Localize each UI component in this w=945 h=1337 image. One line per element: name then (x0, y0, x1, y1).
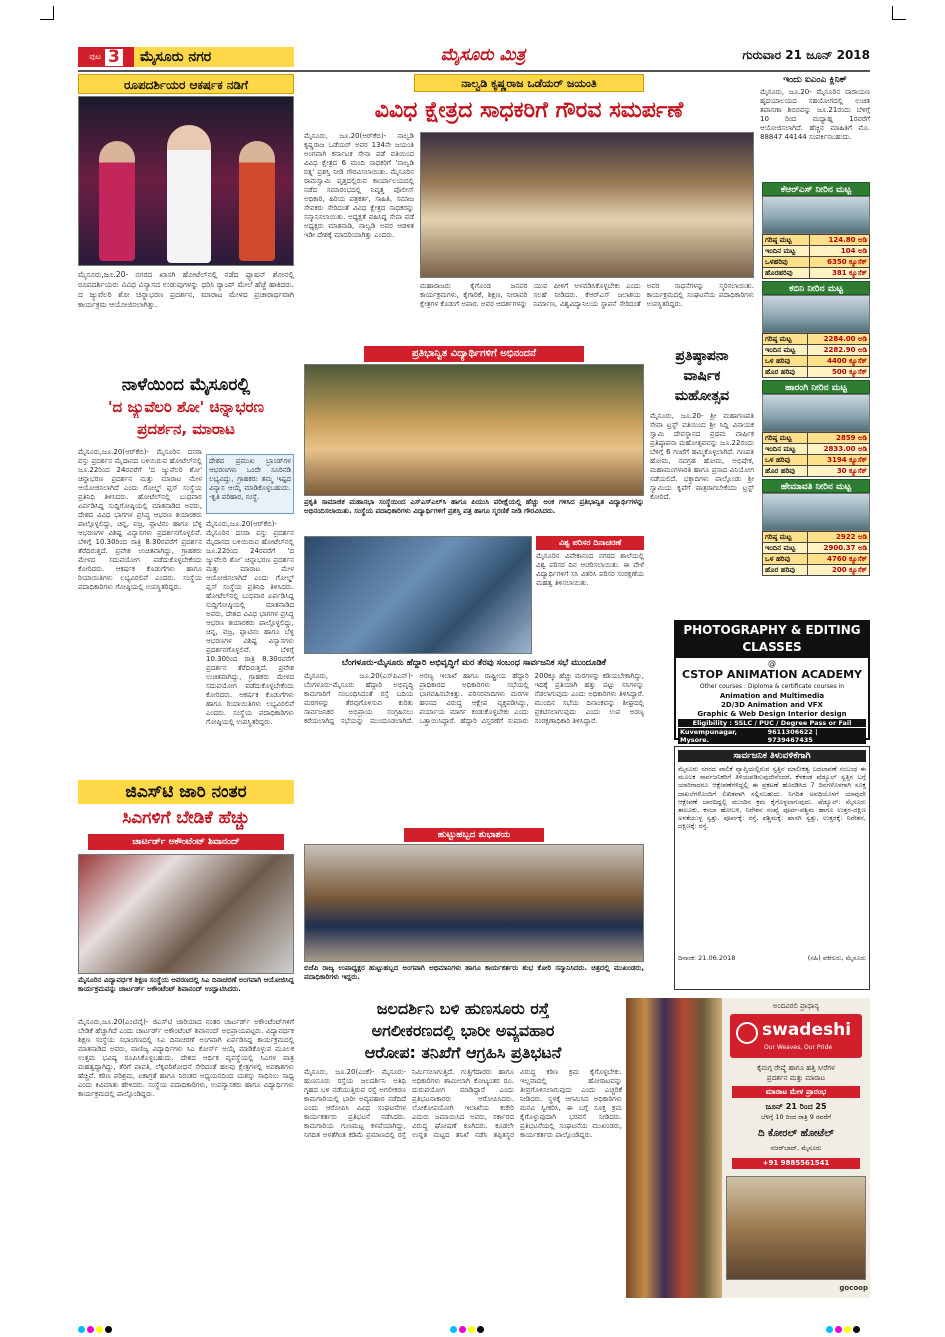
dam-title: ಹಾರಂಗಿ ನೀರಿನ ಮಟ್ಟ (762, 380, 870, 394)
jewelry-inset: ದೇಶದ ಪ್ರಮುಖ ಬ್ರಾಂಡ್‌ಗಳ ಆಭರಣಗಳು ಒಂದೇ ಸೂರಿನಡಿ ಲಭ್ಯವಿದ್ದು, ಗ್ರಾಹಕರು ತಮ್ಮ ಇಷ್ಟದ ವಿನ್ಯಾಸ ಆಯ್ಕೆ ಮಾಡಿಕೊಳ್ಳಬಹುದು. -ಕೃತಿ ಪರಿಹಾರ, ಸಂಸ್ಥೆ. (206, 454, 294, 514)
jewelry-headline-3: ಪ್ರದರ್ಶನ, ಮಾರಾಟ (137, 420, 235, 438)
dam-row-value: 500 ಕ್ಯೂಸೆಕ್ (808, 367, 870, 378)
dam-row (763, 466, 870, 477)
cstop-line-4: Graphic & Web Design Interior design (697, 710, 847, 718)
header-rule (78, 70, 870, 72)
dam-row (763, 246, 870, 257)
dam-title: ಕೆಆರ್‌ಎಸ್ ನೀರಿನ ಮಟ್ಟ (762, 182, 870, 196)
gst-photo (78, 854, 294, 974)
dam-row-value: 2284.00 ಅಡಿ (808, 334, 870, 345)
students-photo (304, 364, 644, 496)
cstop-ad-header (676, 622, 868, 658)
lead-body-continued: ಮಹಾರಾಜರು ಕೈಗೊಂಡ ಜನಪರ ಕಾರ್ಯಕ್ರಮಗಳು, ಕೈಗಾರಿಕೆ, ಶಿಕ್ಷಣ, ನೀರಾವರಿ ಕ್ಷೇತ್ರಗಳ ಕೊಡುಗೆ ಅಪಾರ. ಅವರ ಆದರ್ಶಗಳನ್ನು ಯುವ ಪೀಳಿಗೆ ಅಳವಡಿಸಿಕೊಳ್ಳಬೇಕು ಎಂದು ಸಲಹೆ ನೀಡಿದರು. ಕೆಆರ್‌ಎಸ್ ಜಲಾಶಯ ನಿರ್ಮಾಣ, ವಿಶ್ವವಿದ್ಯಾನಿಲಯ ಸ್ಥಾಪನೆ ಸೇರಿದಂತೆ ಅವರ ಸಾಧನೆಗಳನ್ನು ಸ್ಮರಿಸಲಾಯಿತು. ಕಾರ್ಯಕ್ರಮದಲ್ಲಿ ಸಂಘಟನೆಯ ಪದಾಧಿಕಾರಿಗಳು ಉಪಸ್ಥಿತರಿದ್ದರು. (420, 282, 754, 308)
swadeshi-time: ಬೆಳಿಗ್ಗೆ 10 ರಿಂದ ರಾತ್ರಿ 9 ರವರೆಗೆ (760, 1113, 832, 1121)
dam-row (763, 356, 870, 367)
dam-row (763, 543, 870, 554)
env-day-story (304, 536, 644, 654)
swadeshi-venue-2: ನಜರ್‌ಬಾದ್, ಮೈಸೂರು (770, 1144, 822, 1152)
saree-photo (626, 998, 722, 1298)
dam-row-label: ಗರಿಷ್ಠ ಮಟ್ಟ (763, 235, 810, 246)
dam-row-value: 4400 ಕ್ಯೂಸೆಕ್ (808, 356, 870, 367)
dam-row (763, 235, 870, 246)
dam-row-value: 2833.00 ಅಡಿ (808, 444, 870, 455)
dam-row-value: 3194 ಕ್ಯೂಸೆಕ್ (808, 455, 870, 466)
cstop-address: Kuvempunagar, Mysore. (680, 728, 738, 744)
dam-row (763, 444, 870, 455)
swadeshi-tag: ಅಂದವಿರಲಿ ಪ್ರಾಧಾನ್ಯ (772, 1002, 820, 1010)
swadeshi-venue: ದಿ ಕೋರಲ್ ಹೋಟೆಲ್ (758, 1128, 834, 1139)
students-story (304, 346, 644, 532)
dam-row-value: 381 ಕ್ಯೂಸೆಕ್ (810, 268, 870, 279)
birthday-caption: ಬಿಜೆಪಿ ರಾಜ್ಯ ಉಪಾಧ್ಯಕ್ಷರ ಹುಟ್ಟುಹಬ್ಬದ ಅಂಗವಾಗಿ ಅಭಿಮಾನಿಗಳು ಹಾಗೂ ಕಾರ್ಯಕರ್ತರು ಶುಭ ಕೋರಿ ಸನ್ಮಾನಿಸಿದರು. ಚಿತ್ರದಲ್ಲಿ ಮುಖಂಡರು, ಪದಾಧಿಕಾರಿಗಳು ಇದ್ದರು. (304, 964, 644, 981)
dam-title: ಕಬಿನಿ ನೀರಿನ ಮಟ್ಟ (762, 281, 870, 295)
crop-mark-top-left (40, 6, 54, 20)
swadeshi-line-2: ಪ್ರದರ್ಶನ ಮತ್ತು ಮಾರಾಟ (766, 1074, 826, 1082)
cstop-at: @ (768, 659, 776, 668)
anniversary-body: ಮೈಸೂರು, ಜೂ.20- ಶ್ರೀ ಮಹಾಗಣಪತಿ ಸೇವಾ ಟ್ರಸ್ಟ್ ವತಿಯಿಂದ ಶ್ರೀ ಸಿದ್ದಿ ವಿನಾಯಕ ಸ್ವಾಮಿ ದೇವಸ್ಥಾನದ ಪ್ರಥಮ ವಾರ್ಷಿಕ ಪ್ರತಿಷ್ಠಾಪನಾ ಮಹೋತ್ಸವವನ್ನು ಜೂ.22ರಂದು ಬೆಳಿಗ್ಗೆ 6 ಗಂಟೆಗೆ ಹಮ್ಮಿಕೊಳ್ಳಲಾಗಿದೆ. ಗಣಪತಿ ಹೋಮ, ನವಗ್ರಹ ಹೋಮ, ಅಭಿಷೇಕ, ಮಹಾಮಂಗಳಾರತಿ ಹಾಗೂ ಪ್ರಸಾದ ವಿನಿಯೋಗ ನಡೆಯಲಿದೆ. ಭಕ್ತಾದಿಗಳು ಪಾಲ್ಗೊಂಡು ಶ್ರೀ ಸ್ವಾಮಿಯ ಕೃಪೆಗೆ ಪಾತ್ರರಾಗಬೇಕೆಂದು ಟ್ರಸ್ಟ್ ಕೋರಿದೆ. (650, 412, 754, 501)
dam-row-label: ಒಳ ಹರಿವು (763, 356, 808, 367)
public-notice (674, 746, 870, 990)
dam-table (762, 333, 870, 378)
dam-row-label: ಇಂದಿನ ಮಟ್ಟ (763, 444, 808, 455)
fashion-caption: ಮೈಸೂರು,ಜೂ.20- ನಗರದ ಖಾಸಗಿ ಹೋಟೆಲ್‌ನಲ್ಲಿ ನಡೆದ ಫ್ಯಾಷನ್ ಶೋನಲ್ಲಿ ರೂಪದರ್ಶಿಯರು ವಿವಿಧ ವಿನ್ಯಾಸದ ಉಡುಪುಗಳನ್ನು ಧರಿಸಿ ರ್‍ಯಾಂಪ್ ಮೇಲೆ ಹೆಜ್ಜೆ ಹಾಕಿದರು. ದ ಜ್ಯುವೆಲರಿ ಶೋ ಚಿನ್ನಾಭರಣ ಪ್ರದರ್ಶನ, ಮಾರಾಟ ಮೇಳದ ಪ್ರಚಾರಾರ್ಥವಾಗಿ ಕಾರ್ಯಕ್ರಮ ಆಯೋಜಿಸಲಾಗಿತ್ತು. (78, 270, 294, 309)
env-day-photo (304, 536, 532, 654)
dam-row-value: 200 ಕ್ಯೂಸೆಕ್ (808, 565, 870, 576)
anniversary-story (650, 346, 754, 616)
anniversary-headline-1: ಪ್ರತಿಷ್ಠಾಪನಾ (675, 348, 729, 364)
swadeshi-panel (722, 998, 870, 1298)
cstop-eligibility: Eligibility : SSLC / PUC / Degree Pass or Fail (678, 719, 866, 727)
cstop-title-2: CLASSES (742, 640, 802, 654)
dam-row (763, 532, 870, 543)
students-kicker: ಪ್ರತಿಭಾನ್ವಿತ ವಿದ್ಯಾರ್ಥಿಗಳಿಗೆ ಅಭಿನಂದನೆ (364, 346, 584, 362)
weaver-photo (726, 1176, 866, 1280)
dam-row-value: 4760 ಕ್ಯೂಸೆಕ್ (808, 554, 870, 565)
highway-story (304, 656, 644, 826)
page-label: ಪುಟ (89, 52, 101, 61)
env-day-kicker: ವಿಶ್ವ ಪರಿಸರ ದಿನಾಚರಣೆ (536, 536, 644, 550)
notice-title: ಸಾರ್ವಜನಿಕ ತಿಳುವಳಿಕೆಗಾಗಿ (678, 750, 866, 762)
highway-headline: ಬೆಂಗಳೂರು-ಮೈಸೂರು ಹೆದ್ದಾರಿ ಅಭಿವೃದ್ಧಿಗೆ ಮರ ತೆರವು ಸಂಬಂಧ ಸಾರ್ವಜನಿಕ ಸಭೆ ಮುಂದೂಡಿಕೆ (341, 658, 607, 668)
dam-row (763, 334, 870, 345)
dam-row-label: ಒಳಹರಿವು (763, 257, 810, 268)
model-figure (167, 125, 211, 263)
cstop-contact (678, 728, 866, 744)
hunsur-story (304, 998, 622, 1300)
page-number-badge (78, 47, 134, 67)
students-caption: ಪ್ರಕೃತಿ ಸಾಮಾಜಿಕ ಮಹಾಸಭಾ ಸಂಸ್ಥೆಯಿಂದ ಎಸ್‌ಎಸ್‌ಎಲ್‌ಸಿ ಹಾಗೂ ಪಿಯುಸಿ ಪರೀಕ್ಷೆಯಲ್ಲಿ ಹೆಚ್ಚು ಅಂಕ ಗಳಿಸಿದ ಪ್ರತಿಭಾನ್ವಿತ ವಿದ್ಯಾರ್ಥಿಗಳನ್ನು ಅಭಿನಂದಿಸಲಾಯಿತು. ಸಂಸ್ಥೆಯ ಪದಾಧಿಕಾರಿಗಳು ವಿದ್ಯಾರ್ಥಿಗಳಿಗೆ ಪ್ರಶಸ್ತಿ ಪತ್ರ ಹಾಗೂ ಸ್ಮರಣಿಕೆ ನೀಡಿ ಗೌರವಿಸಿದರು. (304, 498, 644, 515)
lead-headline: ವಿವಿಧ ಕ್ಷೇತ್ರದ ಸಾಧಕರಿಗೆ ಗೌರವ ಸಮರ್ಪಣೆ (374, 98, 684, 123)
cstop-line-2: Animation and Multimedia (719, 692, 825, 700)
dam-row (763, 367, 870, 378)
cstop-line-1: Other courses : Diploma & certificate courses in (699, 683, 845, 690)
cstop-title: PHOTOGRAPHY & EDITING (683, 623, 861, 637)
birthday-story (304, 828, 644, 992)
env-day-body: ಮೈಸೂರಿನ ವಿವೇಕಾನಂದ ನಗರದ ಶಾಲೆಯಲ್ಲಿ ವಿಶ್ವ ಪರಿಸರ ದಿನ ಆಚರಿಸಲಾಯಿತು. ಈ ವೇಳೆ ವಿದ್ಯಾರ್ಥಿಗಳಿಗೆ ಸಸಿ ವಿತರಿಸಿ ಪರಿಸರ ಸಂರಕ್ಷಣೆಯ ಮಹತ್ವ ತಿಳಿಸಲಾಯಿತು. (536, 552, 644, 587)
dam-row-label: ಗರಿಷ್ಠ ಮಟ್ಟ (763, 433, 808, 444)
swadeshi-brand: swadeshi (762, 1020, 852, 1040)
dam-row-label: ಹೊರ ಹರಿವು (763, 466, 808, 477)
dam-row (763, 565, 870, 576)
dam-row-label: ಗರಿಷ್ಠ ಮಟ್ಟ (763, 532, 808, 543)
swadeshi-line-1: ಕೈಮಗ್ಗ ರೇಷ್ಮೆ ಹಾಗೂ ಹತ್ತಿ ಸೀರೆಗಳ (757, 1064, 835, 1072)
section-title: ಮೈಸೂರು ನಗರ (134, 47, 294, 67)
jewelry-headline-1: ನಾಳೆಯಿಂದ ಮೈಸೂರಲ್ಲಿ (121, 375, 251, 395)
cstop-name: CSTOP ANIMATION ACADEMY (681, 668, 862, 681)
model-figure (239, 141, 275, 261)
jewelry-story (78, 374, 294, 776)
lead-story (304, 74, 754, 342)
jewelry-body: ಮೈಸೂರು,ಜೂ.20(ಆರ್‌ಕೆಬಿ)- ಮೈಸೂರಿನ ದಸರಾ ವಸ್ತು ಪ್ರದರ್ಶನ ಮೈದಾನದ ಬಳಿಯಿರುವ ಹೋಟೆಲ್‌ನಲ್ಲಿ ಜೂ.22ರಿಂದ 24ರವರೆಗೆ 'ದ ಜ್ಯುವೆಲರಿ ಶೋ' ಚಿನ್ನಾಭರಣ ಪ್ರದರ್ಶನ ಮತ್ತು ಮಾರಾಟ ಮೇಳ ಆಯೋಜಿಸಲಾಗಿದೆ ಎಂದು ಗೋಲ್ಡ್ ಪ್ಲಸ್ ಸಂಸ್ಥೆಯ ಪ್ರತಿನಿಧಿ ತಿಳಿಸಿದರು. ಹೋಟೆಲ್‌ನಲ್ಲಿ ಬುಧವಾರ ಏರ್ಪಡಿಸಿದ್ದ ಸುದ್ದಿಗೋಷ್ಠಿಯಲ್ಲಿ ಮಾತನಾಡಿದ ಅವರು, ದೇಶದ ವಿವಿಧ ಭಾಗಗಳ ಪ್ರಸಿದ್ಧ ಆಭರಣ ತಯಾರಕರು ಪಾಲ್ಗೊಳ್ಳಲಿದ್ದು, ಚಿನ್ನ, ವಜ್ರ, ಪ್ಲಾಟಿನಂ ಹಾಗೂ ಬೆಳ್ಳಿ ಆಭರಣಗಳ ವಿಶಿಷ್ಟ ವಿನ್ಯಾಸಗಳು ಪ್ರದರ್ಶನಗೊಳ್ಳಲಿವೆ. ಬೆಳಿಗ್ಗೆ 10.30ರಿಂದ ರಾತ್ರಿ 8.30ರವರೆಗೆ ಪ್ರದರ್ಶನ ತೆರೆದಿರುತ್ತದೆ. ಪ್ರವೇಶ ಉಚಿತವಾಗಿದ್ದು, ಗ್ರಾಹಕರು ಮೇಳದ ಸದುಪಯೋಗ ಪಡೆದುಕೊಳ್ಳಬೇಕೆಂದು ಕೋರಿದರು. ಆಕರ್ಷಕ ಕೊಡುಗೆಗಳು ಹಾಗೂ ರಿಯಾಯಿತಿಗಳು ಲಭ್ಯವಿರಲಿವೆ ಎಂದರು. ಸಂಸ್ಥೆಯ ಪದಾಧಿಕಾರಿಗಳು ಗೋಷ್ಠಿಯಲ್ಲಿ ಉಪಸ್ಥಿತರಿದ್ದರು. (78, 448, 202, 591)
dam-table (762, 432, 870, 477)
birthday-kicker: ಹುಟ್ಟುಹಬ್ಬದ ಶುಭಾಶಯ (404, 828, 544, 842)
gst-caption: ಮೈಸೂರಿನ ವಿದ್ಯಾವರ್ಧಕ ಶಿಕ್ಷಣ ಸಂಸ್ಥೆಯ ಆವರಣದಲ್ಲಿ ಸಿಎ ದಿನಾಚರಣೆ ಅಂಗವಾಗಿ ಆಯೋಜಿಸಿದ್ದ ಕಾರ್ಯಕ್ರಮವನ್ನು ಚಾರ್ಟರ್ಡ್ ಅಕೌಂಟೆಂಟ್ ಶಿವಾನಂದ್ ಉದ್ಘಾಟಿಸಿದರು. (78, 976, 294, 993)
dam-row-label: ಇಂದಿನ ಮಟ್ಟ (763, 246, 810, 257)
dam-photo (762, 196, 870, 234)
swadeshi-dates: ಜೂನ್ 21 ರಿಂದ 25 (765, 1102, 827, 1111)
dam-row-value: 104 ಅಡಿ (810, 246, 870, 257)
anniversary-headline-3: ಮಹೋತ್ಸವ (674, 388, 730, 404)
cstop-phone: 9611306622 | 9739467435 (767, 728, 818, 744)
dam-title: ಹೇಮಾವತಿ ನೀರಿನ ಮಟ್ಟ (762, 479, 870, 493)
birthday-photo (304, 844, 644, 962)
swadeshi-ad[interactable] (626, 998, 870, 1298)
eye-clinic-brief (760, 74, 870, 180)
gst-body: ಮೈಸೂರು,ಜೂ.20(ಎಂಟಿವೈ)- ಜಿಎಸ್‌ಟಿ ಜಾರಿಯಾದ ನಂತರ ಚಾರ್ಟರ್ಡ್ ಅಕೌಂಟೆಂಟ್‌ಗಳಿಗೆ ಬೇಡಿಕೆ ಹೆಚ್ಚಾಗಿದೆ ಎಂದು ಚಾರ್ಟರ್ಡ್ ಅಕೌಂಟೆಂಟ್ ಶಿವಾನಂದ್ ಅಭಿಪ್ರಾಯಪಟ್ಟರು. ವಿದ್ಯಾವರ್ಧಕ ಶಿಕ್ಷಣ ಸಂಸ್ಥೆಯ ಸಭಾಂಗಣದಲ್ಲಿ ಸಿಎ ದಿನಾಚರಣೆ ಅಂಗವಾಗಿ ಏರ್ಪಡಿಸಿದ್ದ ಕಾರ್ಯಕ್ರಮದಲ್ಲಿ ಮಾತನಾಡಿದ ಅವರು, ವಾಣಿಜ್ಯ ವಿದ್ಯಾರ್ಥಿಗಳು ಸಿಎ ಕೋರ್ಸ್ ಆಯ್ಕೆ ಮಾಡಿಕೊಳ್ಳುವ ಮೂಲಕ ಉತ್ತಮ ಭವಿಷ್ಯ ರೂಪಿಸಿಕೊಳ್ಳಬಹುದು. ದೇಶದ ಆರ್ಥಿಕ ವ್ಯವಸ್ಥೆಯಲ್ಲಿ ಸಿಎಗಳ ಪಾತ್ರ ಮಹತ್ವದ್ದಾಗಿದ್ದು, ತೆರಿಗೆ ಪಾವತಿ, ಲೆಕ್ಕಪರಿಶೋಧನೆ ಸೇರಿದಂತೆ ಹಲವು ಕ್ಷೇತ್ರಗಳಲ್ಲಿ ಅವಕಾಶಗಳು ಹೆಚ್ಚಿವೆ. ಕಠಿಣ ಪರಿಶ್ರಮ, ಏಕಾಗ್ರತೆ ಹಾಗೂ ನಿರಂತರ ಅಧ್ಯಯನದಿಂದ ಯಶಸ್ಸು ಸಾಧಿಸಲು ಸಾಧ್ಯ ಎಂದು ಕಿವಿಮಾತು ಹೇಳಿದರು. ಸಂಸ್ಥೆಯ ಪದಾಧಿಕಾರಿಗಳು, ಉಪನ್ಯಾಸಕರು ಹಾಗೂ ವಿದ್ಯಾರ್ಥಿಗಳು ಕಾರ್ಯಕ್ರಮದಲ್ಲಿ ಪಾಲ್ಗೊಂಡಿದ್ದರು. (78, 1018, 294, 1098)
dam-row-label: ಇಂದಿನ ಮಟ್ಟ (763, 345, 808, 356)
hunsur-headline-3: ಆರೋಪ: ತನಿಖೆಗೆ ಆಗ್ರಹಿಸಿ ಪ್ರತಿಭಟನೆ (364, 1043, 562, 1062)
highway-body: ಮೈಸೂರು, ಜೂ.20(ಎಸ್‌ಪಿಎನ್)- ಬೆಂಗಳೂರು-ಮೈಸೂರು ಹೆದ್ದಾರಿ ಅಭಿವೃದ್ಧಿ ಕಾಮಗಾರಿಗೆ ಸಂಬಂಧಿಸಿದಂತೆ ರಸ್ತೆ ಬದಿಯ ಮರಗಳನ್ನು ತೆರವುಗೊಳಿಸುವ ಕುರಿತು ಸಾರ್ವಜನಿಕರ ಅಭಿಪ್ರಾಯ ಸಂಗ್ರಹಿಸಲು ಕರೆಯಲಾಗಿದ್ದ ಸಭೆಯನ್ನು ಮುಂದೂಡಲಾಗಿದೆ. ಅರಣ್ಯ ಇಲಾಖೆ ಹಾಗೂ ರಾಷ್ಟ್ರೀಯ ಹೆದ್ದಾರಿ ಪ್ರಾಧಿಕಾರದ ಅಧಿಕಾರಿಗಳು ಸಭೆಯಲ್ಲಿ ಭಾಗವಹಿಸಬೇಕಿತ್ತು. ಪರಿಸರವಾದಿಗಳು ಮರಗಳ ಹನನದ ವಿರುದ್ಧ ಆಕ್ಷೇಪ ವ್ಯಕ್ತಪಡಿಸಿದ್ದು, ಪರ್ಯಾಯ ಮಾರ್ಗ ಕಂಡುಕೊಳ್ಳಬೇಕು ಎಂದು ಒತ್ತಾಯಿಸಿದ್ದಾರೆ. ಹೆದ್ದಾರಿ ವಿಸ್ತರಣೆಗೆ ಸುಮಾರು 200ಕ್ಕೂ ಹೆಚ್ಚು ಮರಗಳನ್ನು ಕಡಿಯಬೇಕಾಗಿದ್ದು, ಇದಕ್ಕೆ ಪ್ರತಿಯಾಗಿ ಹತ್ತು ಪಟ್ಟು ಸಸಿಗಳನ್ನು ನೆಡಲಾಗುವುದು ಎಂದು ಅಧಿಕಾರಿಗಳು ತಿಳಿಸಿದ್ದಾರೆ. ಮುಂದಿನ ಸಭೆಯ ದಿನಾಂಕವನ್ನು ಶೀಘ್ರದಲ್ಲಿ ಪ್ರಕಟಿಸಲಾಗುವುದು ಎಂದು ಉಪ ಅರಣ್ಯ ಸಂರಕ್ಷಣಾಧಿಕಾರಿ ತಿಳಿಸಿದ್ದಾರೆ. (304, 672, 644, 725)
lead-kicker: ನಾಲ್ವಡಿ ಕೃಷ್ಣರಾಜ ಒಡೆಯರ್ ಜಯಂತಿ (414, 74, 644, 92)
dam-row-value: 2922 ಅಡಿ (808, 532, 870, 543)
fashion-story (78, 74, 294, 370)
lead-photo (420, 132, 754, 278)
notice-date: ದಿನಾಂಕ: 21.06.2018 (678, 954, 736, 962)
dam-row (763, 455, 870, 466)
masthead: ಮೈಸೂರು ಮಿತ್ರ (440, 45, 526, 65)
dam-row-label: ಒಳ ಹರಿವು (763, 455, 808, 466)
dam-photo (762, 295, 870, 333)
dam-row-value: 2900.37 ಅಡಿ (808, 543, 870, 554)
dam-block (762, 182, 870, 279)
dam-row (763, 257, 870, 268)
gst-story (78, 780, 294, 1300)
hunsur-body: ಮೈಸೂರು, ಜೂ.20(ಎಂಕೆ)- ಮೈಸೂರು-ಹುಣಸೂರು ರಸ್ತೆಯ ಜಲದರ್ಶಿನಿ ಅತಿಥಿ ಗೃಹದ ಬಳಿ ನಡೆಯುತ್ತಿರುವ ರಸ್ತೆ ಅಗಲೀಕರಣ ಕಾಮಗಾರಿಯಲ್ಲಿ ಭಾರೀ ಅವ್ಯವಹಾರ ನಡೆದಿದೆ ಎಂದು ಆರೋಪಿಸಿ ವಿವಿಧ ಸಂಘಟನೆಗಳ ಕಾರ್ಯಕರ್ತರು ಪ್ರತಿಭಟನೆ ನಡೆಸಿದರು. ಕಾಮಗಾರಿಯ ಗುಣಮಟ್ಟ ಕಳಪೆಯಾಗಿದ್ದು, ನಿಗದಿತ ಅಳತೆಗಿಂತ ಕಡಿಮೆ ಪ್ರಮಾಣದಲ್ಲಿ ರಸ್ತೆ ನಿರ್ಮಿಸಲಾಗುತ್ತಿದೆ. ಗುತ್ತಿಗೆದಾರರು ಹಾಗೂ ಅಧಿಕಾರಿಗಳು ಶಾಮೀಲಾಗಿ ಕೋಟ್ಯಂತರ ರೂ. ದುರುಪಯೋಗ ಮಾಡಿದ್ದಾರೆ ಎಂದು ಪ್ರತಿಭಟನಾಕಾರರು ಆರೋಪಿಸಿದರು. ಲೋಕೋಪಯೋಗಿ ಇಲಾಖೆಯ ಕಚೇರಿ ಎದುರು ಜಮಾಯಿಸಿದ ಅವರು, ಸರ್ಕಾರದ ವಿರುದ್ಧ ಘೋಷಣೆ ಕೂಗಿದರು. ಕೂಡಲೇ ಉನ್ನತ ಮಟ್ಟದ ತನಿಖೆ ನಡೆಸಿ ತಪ್ಪಿತಸ್ಥರ ವಿರುದ್ಧ ಕಠಿಣ ಕ್ರಮ ಕೈಗೊಳ್ಳಬೇಕು. ಇಲ್ಲವಾದಲ್ಲಿ ಹೋರಾಟವನ್ನು ತೀವ್ರಗೊಳಿಸಲಾಗುವುದು ಎಂದು ಎಚ್ಚರಿಕೆ ನೀಡಿದರು. ಸ್ಥಳಕ್ಕೆ ಆಗಮಿಸಿದ ಅಧಿಕಾರಿಗಳು ಮನವಿ ಸ್ವೀಕರಿಸಿ, ಈ ಬಗ್ಗೆ ಸೂಕ್ತ ಕ್ರಮ ಕೈಗೊಳ್ಳುವುದಾಗಿ ಭರವಸೆ ನೀಡಿದರು. ಪ್ರತಿಭಟನೆಯಲ್ಲಿ ಸಂಘಟನೆಯ ಮುಖಂಡರು, ಕಾರ್ಯಕರ್ತರು ಪಾಲ್ಗೊಂಡಿದ್ದರು. (304, 1068, 622, 1139)
lead-body: ಮೈಸೂರು, ಜೂ.20(ಆರ್‌ಕೆಬಿ)- ನಾಲ್ವಡಿ ಕೃಷ್ಣರಾಜ ಒಡೆಯರ್ ಅವರ 134ನೇ ಜಯಂತಿ ಅಂಗವಾಗಿ ಕರ್ನಾಟಕ ಸೇನಾ ಪಡೆ ವತಿಯಿಂದ ವಿವಿಧ ಕ್ಷೇತ್ರದ 6 ಮಂದಿ ಸಾಧಕರಿಗೆ 'ನಾಲ್ವಡಿ ರತ್ನ' ಪ್ರಶಸ್ತಿ ನೀಡಿ ಗೌರವಿಸಲಾಯಿತು. ಮೈಸೂರಿನ ರಾಮಸ್ವಾಮಿ ವೃತ್ತದಲ್ಲಿರುವ ಕಾರ್ಯಾಲಯದಲ್ಲಿ ನಡೆದ ಸಮಾರಂಭದಲ್ಲಿ ನಿವೃತ್ತ ಪೊಲೀಸ್ ಅಧಿಕಾರಿ, ಹಿರಿಯ ಪತ್ರಕರ್ತ, ಸಾಹಿತಿ, ಸಮಾಜ ಸೇವಕರು ಸೇರಿದಂತೆ ವಿವಿಧ ಕ್ಷೇತ್ರದ ಸಾಧಕರನ್ನು ಸನ್ಮಾನಿಸಲಾಯಿತು. ಅಧ್ಯಕ್ಷತೆ ವಹಿಸಿದ್ದ ಸೇನಾ ಪಡೆ ಅಧ್ಯಕ್ಷರು ಮಾತನಾಡಿ, ನಾಲ್ವಡಿ ಅವರ ಆಡಳಿತ ಇಡೀ ದೇಶಕ್ಕೆ ಮಾದರಿಯಾಗಿತ್ತು ಎಂದರು. (304, 132, 414, 239)
jewelry-body-continued: ಮೈಸೂರು,ಜೂ.20(ಆರ್‌ಕೆಬಿ)- ಮೈಸೂರಿನ ದಸರಾ ವಸ್ತು ಪ್ರದರ್ಶನ ಮೈದಾನದ ಬಳಿಯಿರುವ ಹೋಟೆಲ್‌ನಲ್ಲಿ ಜೂ.22ರಿಂದ 24ರವರೆಗೆ 'ದ ಜ್ಯುವೆಲರಿ ಶೋ' ಚಿನ್ನಾಭರಣ ಪ್ರದರ್ಶನ ಮತ್ತು ಮಾರಾಟ ಮೇಳ ಆಯೋಜಿಸಲಾಗಿದೆ ಎಂದು ಗೋಲ್ಡ್ ಪ್ಲಸ್ ಸಂಸ್ಥೆಯ ಪ್ರತಿನಿಧಿ ತಿಳಿಸಿದರು. ಹೋಟೆಲ್‌ನಲ್ಲಿ ಬುಧವಾರ ಏರ್ಪಡಿಸಿದ್ದ ಸುದ್ದಿಗೋಷ್ಠಿಯಲ್ಲಿ ಮಾತನಾಡಿದ ಅವರು, ದೇಶದ ವಿವಿಧ ಭಾಗಗಳ ಪ್ರಸಿದ್ಧ ಆಭರಣ ತಯಾರಕರು ಪಾಲ್ಗೊಳ್ಳಲಿದ್ದು, ಚಿನ್ನ, ವಜ್ರ, ಪ್ಲಾಟಿನಂ ಹಾಗೂ ಬೆಳ್ಳಿ ಆಭರಣಗಳ ವಿಶಿಷ್ಟ ವಿನ್ಯಾಸಗಳು ಪ್ರದರ್ಶನಗೊಳ್ಳಲಿವೆ. ಬೆಳಿಗ್ಗೆ 10.30ರಿಂದ ರಾತ್ರಿ 8.30ರವರೆಗೆ ಪ್ರದರ್ಶನ ತೆರೆದಿರುತ್ತದೆ. ಪ್ರವೇಶ ಉಚಿತವಾಗಿದ್ದು, ಗ್ರಾಹಕರು ಮೇಳದ ಸದುಪಯೋಗ ಪಡೆದುಕೊಳ್ಳಬೇಕೆಂದು ಕೋರಿದರು. ಆಕರ್ಷಕ ಕೊಡುಗೆಗಳು ಹಾಗೂ ರಿಯಾಯಿತಿಗಳು ಲಭ್ಯವಿರಲಿವೆ ಎಂದರು. ಸಂಸ್ಥೆಯ ಪದಾಧಿಕಾರಿಗಳು ಗೋಷ್ಠಿಯಲ್ಲಿ ಉಪಸ್ಥಿತರಿದ್ದರು. (206, 520, 294, 726)
dam-levels (762, 182, 870, 614)
swadeshi-logo (730, 1014, 862, 1058)
dam-block (762, 479, 870, 576)
dam-row-label: ಹೊರ ಹರಿವು (763, 367, 808, 378)
dam-row-value: 124.80 ಅಡಿ (810, 235, 870, 246)
swadeshi-phone: +91 9885561541 (732, 1158, 860, 1169)
dam-block (762, 281, 870, 378)
dam-table (762, 234, 870, 279)
dam-row-label: ಹೊರಹರಿವು (763, 268, 810, 279)
dam-row (763, 554, 870, 565)
notice-body: ಮೈಸೂರು ನಗರದ ಪಾಲಿಕೆ ವ್ಯಾಪ್ತಿಯಲ್ಲಿರುವ ಸ್ವತ್ತಿನ ಮಾಲೀಕತ್ವ ಬದಲಾವಣೆ ಸಂಬಂಧ ಈ ಮೂಲಕ ಸಾರ್ವಜನಿಕರಿಗೆ ತಿಳಿಯಪಡಿಸುವುದೇನೆಂದರೆ, ಕೆಳಕಂಡ ಷೆಡ್ಯೂಲ್ ಸ್ವತ್ತಿನ ಬಗ್ಗೆ ಯಾರಿಗಾದರೂ ಆಕ್ಷೇಪಣೆಗಳಿದ್ದಲ್ಲಿ ಈ ಪ್ರಕಟಣೆ ಹೊರಡಿಸಿದ 7 ದಿನಗಳೊಳಗಾಗಿ ಸೂಕ್ತ ದಾಖಲೆಗಳೊಂದಿಗೆ ಲಿಖಿತವಾಗಿ ಸಲ್ಲಿಸಬಹುದು. ನಿಗದಿತ ಅವಧಿಯೊಳಗೆ ಯಾವುದೇ ಆಕ್ಷೇಪಣೆ ಬಾರದಿದ್ದಲ್ಲಿ ಮುಂದಿನ ಕ್ರಮ ಕೈಗೊಳ್ಳಲಾಗುವುದು. ಷೆಡ್ಯೂಲ್: ಮೈಸೂರು ತಾಲೂಕು, ಕಸಬಾ ಹೋಬಳಿ, ನಿವೇಶನ ಸಂಖ್ಯೆ ಪೂರ್ವ-ಪಶ್ಚಿಮ ಹಾಗೂ ಉತ್ತರ-ದಕ್ಷಿಣ ಅಳತೆಯುಳ್ಳ ಸ್ವತ್ತು. ಪೂರ್ವಕ್ಕೆ: ರಸ್ತೆ, ಪಶ್ಚಿಮಕ್ಕೆ: ಖಾಸಗಿ ಸ್ವತ್ತು, ಉತ್ತರಕ್ಕೆ: ನಿವೇಶನ, ದಕ್ಷಿಣಕ್ಕೆ: ರಸ್ತೆ. (678, 765, 866, 831)
anniversary-headline-2: ವಾರ್ಷಿಕ (683, 368, 721, 384)
page-header (78, 45, 870, 69)
dam-row (763, 345, 870, 356)
cstop-ad[interactable] (674, 620, 870, 744)
fashion-headline: ರೂಪದರ್ಶಿಯರ ಆಕರ್ಷಕ ನಡಿಗೆ (78, 74, 294, 94)
notice-signature: (ಸಹಿ) ವಕೀಲರು, ಮೈಸೂರು (807, 954, 866, 962)
dam-row-label: ಇಂದಿನ ಮಟ್ಟ (763, 543, 808, 554)
dam-row-value: 30 ಕ್ಯೂಸೆಕ್ (808, 466, 870, 477)
dam-photo (762, 394, 870, 432)
registration-dots (78, 1318, 114, 1337)
eye-clinic-body: ಮೈಸೂರು, ಜೂ.20- ಮೈಸೂರಿನ ನಾರಾಯಣ ಹೃದಯಾಲಯದ ಸಹಯೋಗದಲ್ಲಿ ಉಚಿತ ತಪಾಸಣಾ ಶಿಬಿರವನ್ನು ಜೂ.21ರಂದು ಬೆಳಿಗ್ಗೆ 10 ರಿಂದ ಮಧ್ಯಾಹ್ನ 1ರವರೆಗೆ ಆಯೋಜಿಸಲಾಗಿದೆ. ಹೆಚ್ಚಿನ ಮಾಹಿತಿಗೆ ಮೊ. 88847 44144 ಸಂಪರ್ಕಿಸಬಹುದು. (760, 88, 870, 141)
registration-dots (450, 1318, 486, 1337)
gst-headline-1: ಜಿಎಸ್‌ಟಿ ಜಾರಿ ನಂತರ (78, 780, 294, 804)
crop-mark-top-right (892, 6, 906, 20)
dam-row (763, 268, 870, 279)
dam-row (763, 433, 870, 444)
swadeshi-tagline: Our Weaves, Our Pride (764, 1044, 833, 1051)
dam-row-value: 6350 ಕ್ಯೂಸೆಕ್ (810, 257, 870, 268)
dam-block (762, 380, 870, 477)
hunsur-headline-2: ಅಗಲೀಕರಣದಲ್ಲಿ ಭಾರೀ ಅವ್ಯವಹಾರ (371, 1021, 555, 1040)
dam-table (762, 531, 870, 576)
registration-dots (826, 1318, 862, 1337)
fashion-photo (78, 96, 294, 266)
swadeshi-logo-icon (736, 1022, 758, 1044)
dam-row-value: 2859 ಅಡಿ (808, 433, 870, 444)
gocoop-logo: gocoop (839, 1284, 868, 1292)
jewelry-headline-2: 'ದ ಜ್ಯುವೆಲರಿ ಶೋ' ಚಿನ್ನಾಭರಣ (107, 398, 265, 416)
dam-row-value: 2282.90 ಅಡಿ (808, 345, 870, 356)
dam-photo (762, 493, 870, 531)
gst-kicker: ಚಾರ್ಟರ್ಡ್ ಅಕೌಂಟೆಂಟ್ ಶಿವಾನಂದ್ (88, 834, 284, 850)
eye-clinic-title: ಇಂದು ಐಎಂಎ ಕ್ಲಿನಿಕ್ (783, 75, 847, 85)
hunsur-headline-1: ಜಲದರ್ಶಿನಿ ಬಳಿ ಹುಣಸೂರು ರಸ್ತೆ (376, 999, 550, 1018)
gst-headline-2: ಸಿಎಗಳಿಗೆ ಬೇಡಿಕೆ ಹೆಚ್ಚು (122, 808, 250, 828)
cstop-line-3: 2D/3D Animation and VFX (721, 701, 823, 709)
dam-row-label: ಹೊರ ಹರಿವು (763, 565, 808, 576)
model-figure (99, 141, 135, 261)
issue-date: ಗುರುವಾರ 21 ಜೂನ್ 2018 (742, 48, 870, 62)
dam-row-label: ಗರಿಷ್ಠ ಮಟ್ಟ (763, 334, 808, 345)
swadeshi-line-3: ಮಾರಾಟ ಮೇಳ ಪ್ರಾರಂಭ (732, 1086, 860, 1098)
page-number: 3 (105, 49, 123, 66)
dam-row-label: ಒಳ ಹರಿವು (763, 554, 808, 565)
